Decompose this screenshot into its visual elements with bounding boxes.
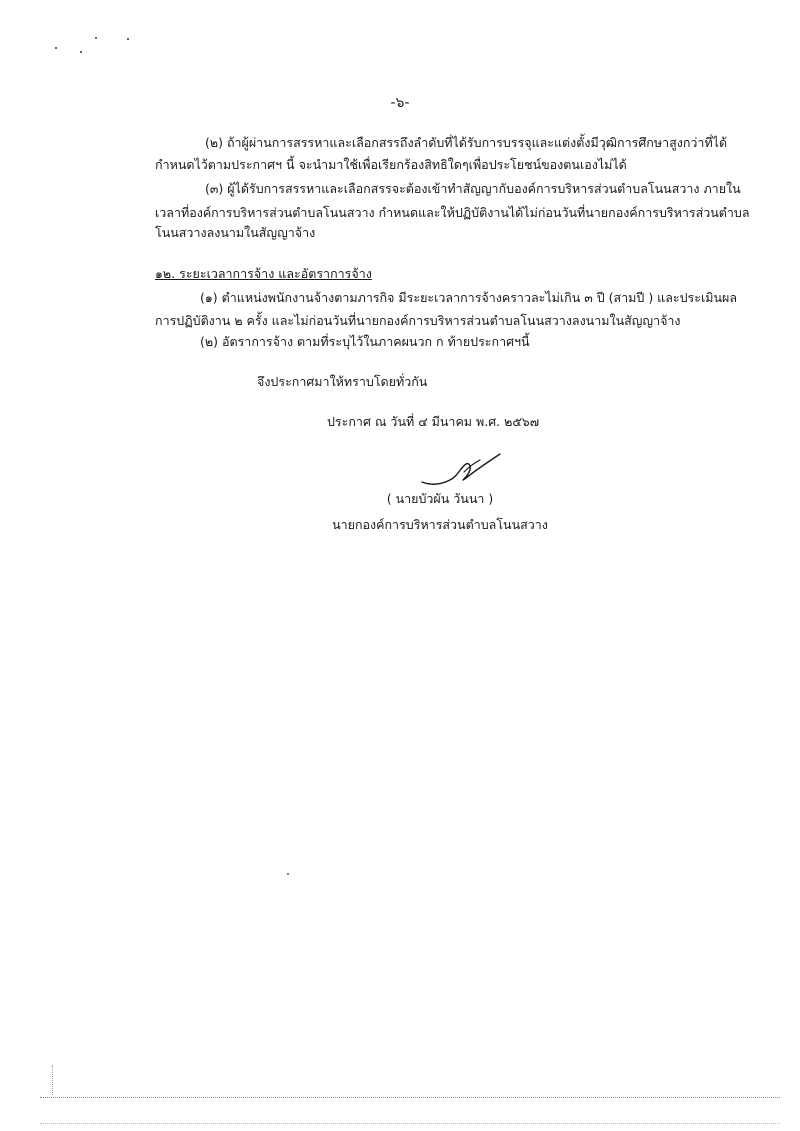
- signer-name: ( นายบัวผัน วันนา ): [386, 491, 494, 506]
- section-12-item-1-line-1: (๑) ตำแหน่งพนักงานจ้างตามภารกิจ มีระยะเวลาการจ้างคราวละไม่เกิน ๓ ปี (สามปี ) และประเมินผล: [200, 290, 738, 305]
- date-line: ประกาศ ณ วันที่ ๔ มีนาคม พ.ศ. ๒๕๖๗: [327, 414, 540, 429]
- clause-2-line-1: (๒) ถ้าผู้ผ่านการสรรหาและเลือกสรรถึงลำดับที่ได้รับการบรรจุและแต่งตั้งมีวุฒิการศึกษาสูงกว่าที่ได้: [205, 135, 728, 150]
- clause-3-line-2: เวลาที่องค์การบริหารส่วนตำบลโนนสวาง กำหนดและให้ปฏิบัติงานได้ไม่ก่อนวันที่นายกองค์การบริหารส่วนตำบล: [155, 205, 750, 220]
- scan-bottom-line: [40, 1097, 780, 1098]
- signer-title: นายกองค์การบริหารส่วนตำบลโนนสวาง: [332, 517, 548, 532]
- section-12-item-2: (๒) อัตราการจ้าง ตามที่ระบุไว้ในภาคผนวก ก ท้ายประกาศฯนี้: [200, 334, 530, 349]
- clause-3-line-3: โนนสวางลงนามในสัญญาจ้าง: [155, 225, 316, 240]
- section-12-heading: ๑๒. ระยะเวลาการจ้าง และอัตราการจ้าง: [155, 266, 372, 281]
- announcement-text: จึงประกาศมาให้ทราบโดยทั่วกัน: [257, 374, 428, 389]
- page-number: -๖-: [390, 95, 410, 111]
- clause-3-line-1: (๓) ผู้ได้รับการสรรหาและเลือกสรรจะต้องเข้าทำสัญญากับองค์การบริหารส่วนตำบลโนนสวาง ภายใน: [205, 181, 741, 196]
- scan-specks: [55, 35, 145, 55]
- clause-2-line-2: กำหนดไว้ตามประกาศฯ นี้ จะนำมาใช้เพื่อเรียกร้องสิทธิใดๆเพื่อประโยชน์ของตนเองไม่ได้: [155, 157, 627, 172]
- scan-speck-mid: [287, 873, 289, 875]
- scan-bottom-edge: [40, 1123, 780, 1124]
- section-12-item-1-line-2: การปฏิบัติงาน ๒ ครั้ง และไม่ก่อนวันที่นายกองค์การบริหารส่วนตำบลโนนสวางลงนามในสัญญาจ้าง: [155, 313, 681, 328]
- scan-edge-mark: [52, 1065, 55, 1095]
